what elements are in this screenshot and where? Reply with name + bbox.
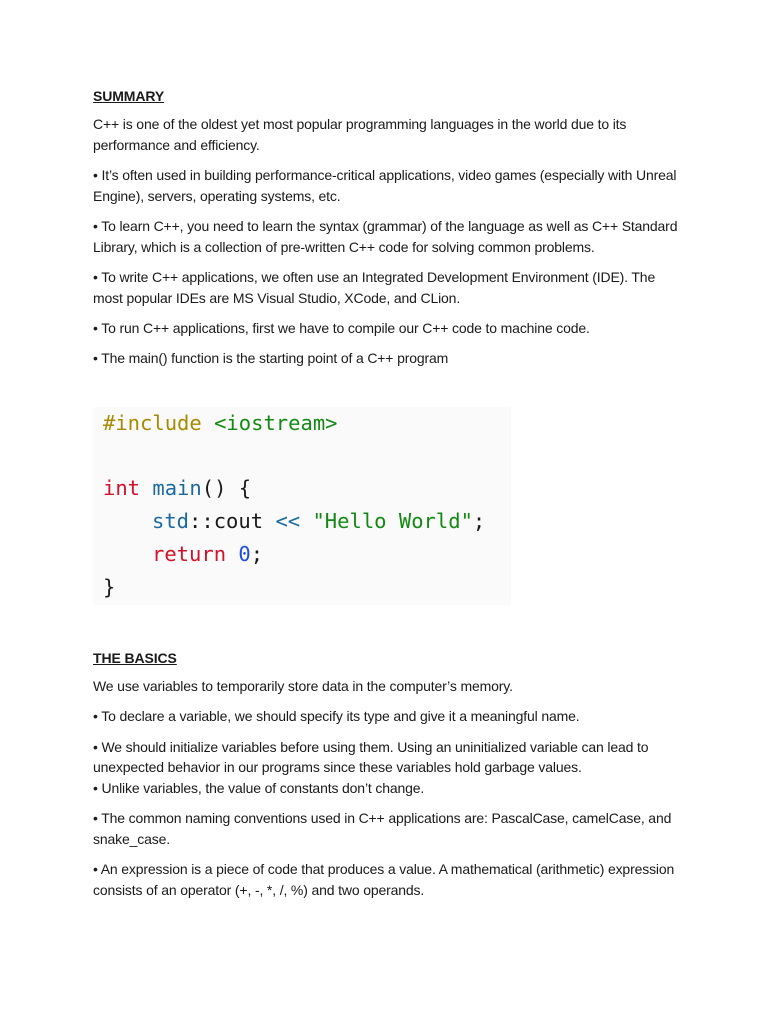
code-main-rest: () { [201,475,252,500]
summary-bullet-learn: • To learn C++, you need to learn the syntax (grammar) of the language as well as C++ Standard Library, which is a collection of pre-written C++ code for solving common problems. [93,217,678,255]
basics-bullet-initialize: • We should initialize variables before using them. Using an uninitialized variable can lead to unexpected behavior in our programs since these variables hold garbage values. [93,738,649,776]
code-num-zero: 0 [238,541,251,566]
summary-bullet-compile: • To run C++ applications, first we have to compile our C++ code to machine code. [93,319,590,336]
summary-bullet-uses: • It’s often used in building performance-critical applications, video games (especially with Unreal Engine), servers, operating systems, etc. [93,166,677,204]
code-snippet [93,407,511,605]
basics-bullet-declare: • To declare a variable, we should specify its type and give it a meaningful name. [93,708,580,725]
code-kw-return: return [152,541,227,566]
code-func-main: main [152,475,202,500]
code-scope-sep: :: [189,508,214,533]
code-line-include [103,407,338,440]
basics-bullet-expression: • An expression is a piece of code that produces a value. A mathematical (arithmetic) expression consists of an operator (+, -, *, /, %) and two operands. [93,861,675,898]
basics-intro-paragraph: We use variables to temporarily store data in the computer’s memory. [93,677,513,694]
code-ns-std: std [152,508,190,533]
summary-intro-paragraph: C++ is one of the oldest yet most popular programming languages in the world due to its performance and efficiency. [93,116,627,153]
basics-heading: THE BASICS [93,649,177,666]
code-include-header: <iostream> [214,410,338,435]
code-line-return [152,538,263,571]
code-include-directive: #include [103,410,202,435]
code-semicolon-return: ; [250,541,264,566]
basics-bullet-naming: • The common naming conventions used in C++ applications are: PascalCase, camelCase, and snake_case. [93,810,672,847]
code-op-stream: << [275,508,301,533]
summary-bullet-ide: • To write C++ applications, we often use an Integrated Development Environment (IDE). The most popular IDEs are MS Visual Studio, XCode, and CLion. [93,268,656,306]
code-line-close [103,571,115,604]
document-page [93,87,683,910]
basics-bullet-constants: • Unlike variables, the value of constants don’t change. [93,779,425,796]
summary-heading: SUMMARY [93,88,165,104]
code-close-brace: } [103,574,116,599]
summary-bullet-main: • The main() function is the starting point of a C++ program [93,350,449,367]
code-line-cout [152,505,485,538]
code-string-hello: "Hello World" [312,508,473,533]
code-semicolon: ; [472,508,486,533]
code-ident-cout: cout [213,508,264,533]
code-line-main [103,472,251,505]
code-type-int: int [103,475,141,500]
